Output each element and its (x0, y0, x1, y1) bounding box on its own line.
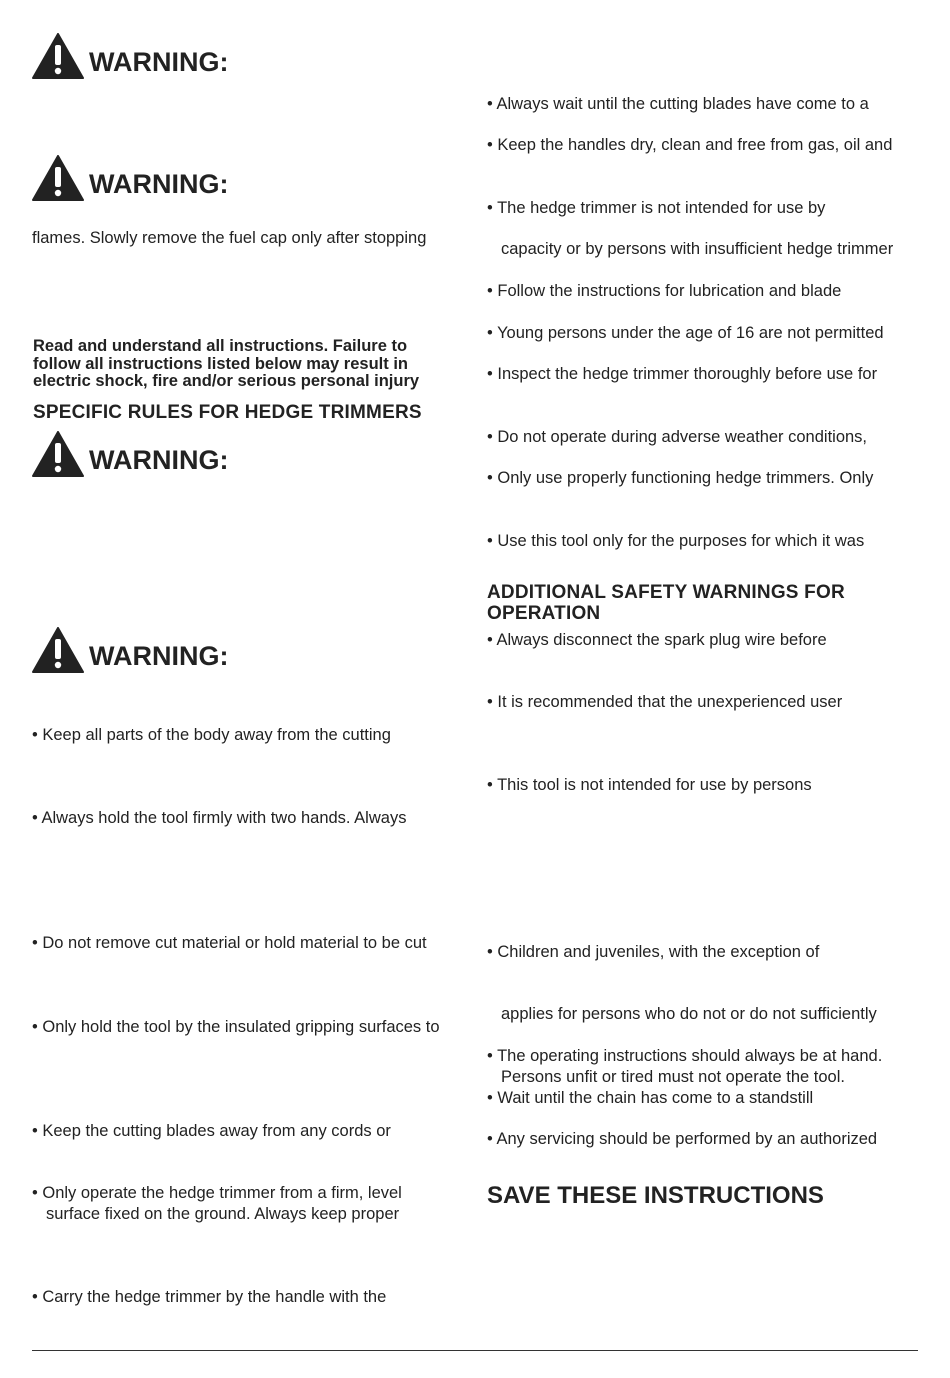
warning-triangle-icon (32, 431, 84, 477)
warning-triangle-icon (32, 155, 84, 201)
warning-label: WARNING: (89, 641, 229, 671)
right-bullet: • Follow the instructions for lubrication and blade (487, 282, 842, 300)
right-bullet-continuation: Persons unfit or tired must not operate the tool. (501, 1068, 845, 1086)
warning-header-3 (32, 431, 228, 477)
right-bullet: • Any servicing should be performed by an authorized (487, 1130, 878, 1148)
left-bullet: • Keep all parts of the body away from the cutting (32, 726, 391, 744)
right-bullet: • Only use properly functioning hedge trimmers. Only (487, 469, 874, 487)
right-bullet-continuation: capacity or by persons with insufficient hedge trimmer (501, 240, 894, 258)
additional-safety-heading-line-1: ADDITIONAL SAFETY WARNINGS FOR (487, 582, 845, 603)
right-bullet: • Use this tool only for the purposes for which it was (487, 532, 865, 550)
right-bullet-continuation: applies for persons who do not or do not sufficiently (501, 1005, 877, 1023)
right-bullet: • Wait until the chain has come to a standstill (487, 1089, 814, 1107)
right-bullet: • Always wait until the cutting blades have come to a (487, 95, 869, 113)
warning-header-4 (32, 627, 228, 673)
right-bullet: • The hedge trimmer is not intended for use by (487, 199, 826, 217)
left-bullet: • Only operate the hedge trimmer from a firm, level (32, 1184, 402, 1202)
footer-divider (32, 1350, 918, 1351)
left-bullet: • Do not remove cut material or hold material to be cut (32, 934, 427, 952)
read-instructions-line-1: Read and understand all instructions. Failure to (33, 337, 408, 355)
left-bullet: • Keep the cutting blades away from any cords or (32, 1122, 391, 1140)
warning-label: WARNING: (89, 169, 229, 199)
warning-label: WARNING: (89, 47, 229, 77)
right-bullet: • Inspect the hedge trimmer thoroughly before use for (487, 365, 878, 383)
left-bullet: • Only hold the tool by the insulated gripping surfaces to (32, 1018, 440, 1036)
warning-triangle-icon (32, 33, 84, 79)
right-bullet: • Children and juveniles, with the exception of (487, 943, 820, 961)
warning-triangle-icon (32, 627, 84, 673)
specific-rules-heading: SPECIFIC RULES FOR HEDGE TRIMMERS (33, 402, 422, 423)
warning-label: WARNING: (89, 445, 229, 475)
right-bullet: • Young persons under the age of 16 are not permitted (487, 324, 884, 342)
right-bullet: • Always disconnect the spark plug wire before (487, 631, 827, 649)
right-bullet: • This tool is not intended for use by persons (487, 776, 812, 794)
right-bullet: • Keep the handles dry, clean and free from gas, oil and (487, 136, 893, 154)
read-instructions-line-2: follow all instructions listed below may result in (33, 355, 408, 373)
save-instructions-heading: SAVE THESE INSTRUCTIONS (487, 1182, 824, 1209)
warning-header-1 (32, 33, 228, 79)
read-instructions-line-3: electric shock, fire and/or serious personal injury (33, 372, 420, 390)
right-bullet: • Do not operate during adverse weather conditions, (487, 428, 868, 446)
left-bullet: • Always hold the tool firmly with two hands. Always (32, 809, 407, 827)
left-bullet: • Carry the hedge trimmer by the handle with the (32, 1288, 387, 1306)
right-bullet: • It is recommended that the unexperienced user (487, 693, 843, 711)
fuel-warning-text: flames. Slowly remove the fuel cap only after stopping (32, 229, 427, 247)
left-bullet-continuation: surface fixed on the ground. Always keep proper (46, 1205, 400, 1223)
additional-safety-heading-line-2: OPERATION (487, 603, 601, 624)
right-bullet: • The operating instructions should always be at hand. (487, 1047, 883, 1065)
warning-header-2 (32, 155, 228, 201)
